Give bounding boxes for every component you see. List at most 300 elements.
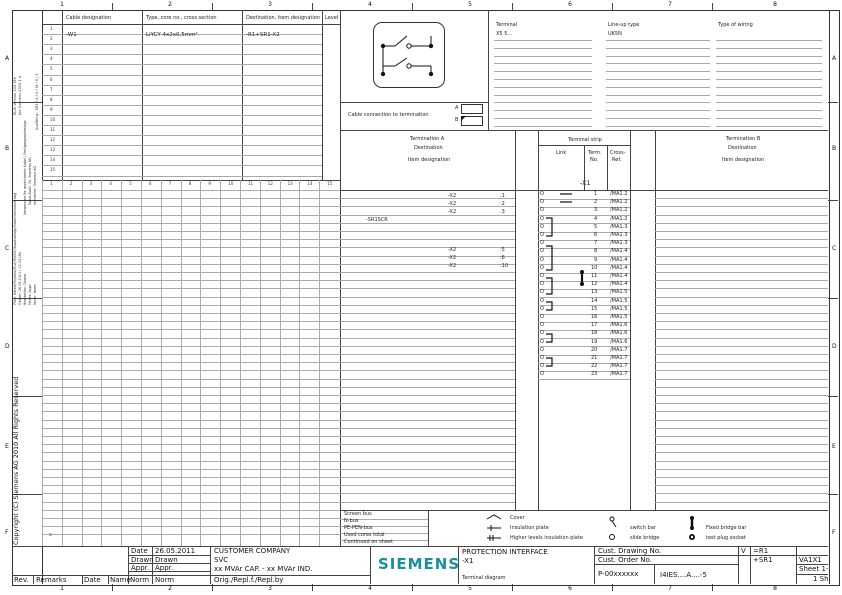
terminal-number: 19 xyxy=(591,338,598,345)
core-number: 9 xyxy=(208,181,211,186)
grid-row xyxy=(42,510,340,511)
row-letter: C xyxy=(832,245,837,252)
terminal-circle: O xyxy=(540,256,544,263)
higher-insulation-icon xyxy=(486,534,502,542)
row-line xyxy=(42,64,322,65)
header-line xyxy=(494,87,592,88)
terminal-label: Terminal xyxy=(496,22,518,28)
grid-row xyxy=(340,354,515,355)
grid-row xyxy=(42,256,340,257)
row-line xyxy=(42,75,322,76)
grid-row xyxy=(340,452,515,453)
header-line xyxy=(606,95,710,96)
grid-row xyxy=(340,346,515,347)
connection-pin: :5 xyxy=(500,247,505,253)
grid-row xyxy=(42,338,340,339)
grid-row xyxy=(42,354,340,355)
row-letter: D xyxy=(832,343,837,350)
side-label-appr: Prüfer: Appr. xyxy=(28,283,32,305)
grid-row xyxy=(655,223,828,224)
terminal-circle: O xyxy=(540,297,544,304)
legend-insulation: Insulation plate xyxy=(510,525,549,531)
terminal-circle: O xyxy=(540,322,544,329)
connection-dest: -X2 xyxy=(448,209,457,215)
connection-dest: -X2 xyxy=(448,247,457,253)
grid-row xyxy=(340,444,515,445)
grid-row xyxy=(42,239,340,240)
terminal-number: 18 xyxy=(591,330,598,337)
terminal-cross-ref: /MA1.7 xyxy=(610,346,628,353)
row-number: 13 xyxy=(50,147,56,153)
row-line xyxy=(42,155,322,156)
project-name: SVC xyxy=(214,556,229,564)
sheet-number: Sheet 1- xyxy=(799,565,829,573)
row-number: 10 xyxy=(50,116,56,122)
insulation-plate-icon xyxy=(486,524,502,532)
project-detail: xx MVAr CAP. - xx MVAr IND. xyxy=(214,565,313,573)
header-line xyxy=(716,71,822,72)
legend-switch-bar: switch bar xyxy=(630,525,656,531)
grid-row xyxy=(340,370,515,371)
connection-pin: :1 xyxy=(500,193,505,199)
sheet-count: 1 Sh. xyxy=(813,575,831,583)
terminal-number: 14 xyxy=(591,297,598,304)
header-line xyxy=(716,40,822,41)
grid-row xyxy=(340,215,515,216)
terminal-cross-ref: /MA1.2 xyxy=(610,207,628,214)
core-number: 12 xyxy=(267,181,273,186)
row-line xyxy=(42,165,322,166)
terminal-number: 16 xyxy=(591,314,598,320)
siemens-logo: SIEMENS xyxy=(378,555,461,573)
doc-number: I4IES....A....-5 xyxy=(660,571,707,579)
col-number: 6 xyxy=(568,1,572,8)
grid-row xyxy=(340,256,515,257)
side-label-date: Datum: 26.05.2011 / 12.04 Uhr xyxy=(18,251,22,305)
terminal-circle: O xyxy=(540,207,544,214)
grid-row xyxy=(42,534,340,535)
date-header: Date xyxy=(84,576,101,584)
core-number: 3 xyxy=(89,181,93,186)
orig-repl: Orig./Repl.f./Repl.by xyxy=(214,576,284,584)
header-line xyxy=(494,40,592,41)
row-line xyxy=(42,180,340,181)
row-c-label: c xyxy=(49,532,52,538)
terminal-number: 22 xyxy=(591,363,598,370)
grid-row xyxy=(42,206,340,207)
grid-row xyxy=(655,321,828,322)
cable-destination-value: -R1+SR1-X2 xyxy=(246,32,280,38)
header-line xyxy=(494,126,592,127)
header-line xyxy=(606,40,710,41)
col-number: 5 xyxy=(468,1,472,8)
drawn-label: Drawn xyxy=(131,556,154,564)
grid-row xyxy=(340,272,515,273)
cable-type-value: LiYCY 4x2x0,5mm² xyxy=(146,32,198,38)
terminal-cross-ref: /MA1.3 xyxy=(610,240,628,247)
grid-row xyxy=(340,362,515,363)
grid-row xyxy=(655,436,828,437)
row-letter: B xyxy=(5,145,10,152)
col-number: 2 xyxy=(168,1,172,8)
col-number: 5 xyxy=(468,585,472,592)
terminal-value: X5 5... xyxy=(496,31,513,37)
header-line xyxy=(606,71,710,72)
terminal-cross-ref: /MA1.6 xyxy=(610,338,628,345)
grid-row xyxy=(340,264,515,265)
termination-a-item: Item designation xyxy=(408,157,451,163)
p-number: P-00xxxxxx xyxy=(598,570,639,578)
terminal-cross-ref: /MA1.4 xyxy=(610,281,628,288)
terminal-cross-ref: /MA1.2 xyxy=(610,215,628,222)
terminal-number: 4 xyxy=(594,215,598,222)
terminal-circle: O xyxy=(540,355,544,361)
core-number: 2 xyxy=(69,181,73,186)
grid-row xyxy=(655,264,828,265)
terminal-cross-ref: /MA1.5 xyxy=(610,289,628,296)
grid-row xyxy=(340,280,515,281)
row-letter: E xyxy=(5,443,9,450)
grid-row xyxy=(42,313,340,314)
norm-header: Norm xyxy=(130,576,150,584)
grid-row xyxy=(655,387,828,388)
drawn-value: Drawn xyxy=(155,556,178,564)
grid-row xyxy=(655,354,828,355)
terminal-cross-ref: /MA1.7 xyxy=(610,355,628,361)
terminal-cross-ref: /MA1.4 xyxy=(610,273,628,279)
row-line xyxy=(42,105,322,106)
grid-row xyxy=(655,280,828,281)
header-line xyxy=(494,110,592,111)
row-line xyxy=(42,135,322,136)
grid-row xyxy=(655,305,828,306)
terminal-strip-title: Terminal strip xyxy=(568,137,602,143)
terminal-circle: O xyxy=(540,281,544,288)
legend-item: Used cores total xyxy=(344,532,385,538)
grid-row xyxy=(340,469,515,470)
header-line xyxy=(716,118,822,119)
grid-row xyxy=(340,502,515,503)
terminal-cross-ref: /MA1.7 xyxy=(610,363,628,370)
switch-contact-icon xyxy=(373,22,443,86)
terminal-circle: O xyxy=(540,338,544,345)
grid-row xyxy=(655,493,828,494)
terminal-cross-ref: /MA1.7 xyxy=(610,371,628,378)
header-line xyxy=(606,63,710,64)
grid-row xyxy=(42,370,340,371)
header-cable-designation: Cable designation xyxy=(66,15,112,21)
terminal-number: 11 xyxy=(591,273,598,279)
row-line xyxy=(42,44,322,45)
row-line xyxy=(42,145,322,146)
lineup-value: UK5N xyxy=(608,31,622,37)
grid-row xyxy=(340,297,515,298)
termination-b-title: Termination B xyxy=(726,136,761,142)
side-label-drawn: Bearbeiter: Drawn xyxy=(23,273,27,305)
connection-pin: :2 xyxy=(500,201,505,207)
row-letter: B xyxy=(832,145,837,152)
legend-cover: Cover xyxy=(510,515,525,521)
terminal-number: 1 xyxy=(594,191,598,197)
terminal-cross-ref: /MA1.4 xyxy=(610,248,628,255)
header-line xyxy=(716,110,822,111)
grid-row xyxy=(655,411,828,412)
legend-slide-bridge: slide bridge xyxy=(630,535,660,541)
copyright-text: Copyright (C) Siemens AG 2010 All Rights Reserved xyxy=(12,376,20,545)
grid-row xyxy=(42,288,340,289)
appr-value: Appr. xyxy=(155,564,174,572)
col-number: 7 xyxy=(668,585,672,592)
terminal-number: 2 xyxy=(594,199,598,206)
grid-row xyxy=(655,452,828,453)
term-label: Term. xyxy=(588,150,602,156)
connection-pin: :3 xyxy=(500,209,505,215)
grid-row xyxy=(655,247,828,248)
row-line xyxy=(42,54,322,55)
legend-higher: Higher levels insulation plate xyxy=(510,535,583,541)
grid-row xyxy=(42,428,340,429)
row-line xyxy=(42,95,322,96)
connection-dest: -X2 xyxy=(448,255,457,261)
grid-row xyxy=(340,420,515,421)
grid-row xyxy=(340,411,515,412)
grid-row xyxy=(340,288,515,289)
cust-drawing-no: Cust. Drawing No. xyxy=(598,547,662,555)
terminal-cross-ref: /MA1.5 xyxy=(610,305,628,312)
row-letter: D xyxy=(5,343,10,350)
col-number: 3 xyxy=(268,1,272,8)
row-number: 14 xyxy=(50,157,56,163)
header-line xyxy=(606,56,710,57)
grid-row xyxy=(340,231,515,232)
date-label: Date xyxy=(131,547,148,555)
grid-row xyxy=(42,379,340,380)
grid-row xyxy=(655,461,828,462)
grid-row xyxy=(655,206,828,207)
grid-row xyxy=(655,485,828,486)
terminal-circle: O xyxy=(540,240,544,247)
grid-row xyxy=(655,444,828,445)
grid-row xyxy=(655,362,828,363)
grid-row xyxy=(340,321,515,322)
name-header: Name xyxy=(110,576,131,584)
grid-row xyxy=(42,280,340,281)
grid-row xyxy=(655,288,828,289)
header-line xyxy=(494,79,592,80)
side-label-path: Pfad: Daten/Projekte/ELA/PAKKS/Hauptanlage/Kabel/Versionierung xyxy=(13,192,17,305)
connection-dest: -X2 xyxy=(448,263,457,269)
grid-row xyxy=(42,477,340,478)
row-number: 8 xyxy=(50,96,53,102)
header-line xyxy=(716,79,822,80)
terminal-number: 12 xyxy=(591,281,598,288)
cover-icon xyxy=(486,514,502,520)
grid-row xyxy=(655,297,828,298)
grid-row xyxy=(655,338,828,339)
terminal-number: 8 xyxy=(594,248,598,255)
row-letter: F xyxy=(832,529,836,536)
date-value: 26.05.2011 xyxy=(155,547,196,555)
location-code: +SR1 xyxy=(753,556,773,564)
core-number: 6 xyxy=(149,181,152,186)
remarks-header: Remarks xyxy=(36,576,67,584)
core-number: 15 xyxy=(327,181,333,186)
grid-row xyxy=(42,321,340,322)
legend-item: PE-PEN-bus xyxy=(344,525,373,531)
side-label-usage: Verwenden für gezeichnete Kabel / Fertigungsunterlage xyxy=(23,120,27,215)
header-line xyxy=(716,56,822,57)
row-number: 3 xyxy=(50,46,53,52)
cable-designation-value: -W1 xyxy=(66,32,77,38)
header-line xyxy=(606,118,710,119)
norm-value: Norm xyxy=(155,576,175,584)
grid-row xyxy=(42,305,340,306)
terminal-cross-ref: /MA1.3 xyxy=(610,232,628,238)
header-line xyxy=(494,102,592,103)
grid-row xyxy=(340,239,515,240)
row-number: 12 xyxy=(50,137,56,143)
row-letter: C xyxy=(5,245,10,252)
grid-row xyxy=(655,256,828,257)
row-letter: A xyxy=(832,55,837,62)
header-line xyxy=(606,87,710,88)
cross-label: Cross- xyxy=(610,150,626,156)
terminal-cross-ref: /MA1.5 xyxy=(610,297,628,304)
terminal-cross-ref: /MA1.4 xyxy=(610,264,628,271)
header-level: Level xyxy=(325,15,339,21)
header-line xyxy=(494,48,592,49)
row-line xyxy=(42,125,322,126)
row-line xyxy=(42,176,322,177)
slide-bridge-icon xyxy=(608,533,618,541)
row-number: 15 xyxy=(50,167,56,173)
header-line xyxy=(606,48,710,49)
terminal-circle: O xyxy=(540,191,544,197)
grid-row xyxy=(340,403,515,404)
terminal-circle: O xyxy=(540,215,544,222)
grid-row xyxy=(42,215,340,216)
terminal-circle: O xyxy=(540,248,544,255)
grid-row xyxy=(42,436,340,437)
termination-a-destination: Destination xyxy=(414,145,443,151)
link-label: Link xyxy=(556,150,567,156)
terminal-cross-ref: /MA1.6 xyxy=(610,322,628,329)
terminal-circle: O xyxy=(540,371,544,378)
lineup-label: Line-up type xyxy=(608,22,640,28)
terminal-cross-ref: /MA1.2 xyxy=(610,191,628,197)
grid-row xyxy=(655,403,828,404)
header-destination: Destination, item designation xyxy=(246,15,320,21)
grid-row xyxy=(42,247,340,248)
terminal-circle: O xyxy=(540,305,544,312)
header-line xyxy=(716,87,822,88)
terminal-number: 13 xyxy=(591,289,598,296)
terminal-circle: O xyxy=(540,314,544,320)
connection-a-box xyxy=(461,104,483,114)
header-line xyxy=(494,63,592,64)
col-number: 1 xyxy=(60,1,64,8)
header-line xyxy=(494,118,592,119)
terminal-circle: O xyxy=(540,289,544,296)
terminal-number: 10 xyxy=(591,264,598,271)
termination-b-item: Item designation xyxy=(722,157,765,163)
side-label-execution: Ausführg.: SR1 / X / A / M / X / 1 xyxy=(35,73,39,130)
terminal-number: 7 xyxy=(594,240,598,247)
grid-row xyxy=(340,206,515,207)
grid-row xyxy=(340,313,515,314)
side-label-job: Job Siemens 2010.1 A xyxy=(18,75,22,115)
doc-subtitle: -X1 xyxy=(462,557,474,565)
no-label: No. xyxy=(590,157,599,163)
grid-row xyxy=(42,223,340,224)
core-number: 14 xyxy=(307,181,313,186)
terminal-number: 9 xyxy=(594,256,598,263)
legend-item: Screen bus xyxy=(344,511,372,517)
col-number: 3 xyxy=(268,585,272,592)
side-label-maker: Hersteller: Siemens AG xyxy=(33,165,37,205)
grid-row xyxy=(655,420,828,421)
col-number: 7 xyxy=(668,1,672,8)
grid-row xyxy=(340,387,515,388)
rev-header: Rev. xyxy=(14,576,29,584)
grid-row xyxy=(42,444,340,445)
side-label-norm: Norm: Norm xyxy=(33,284,37,305)
grid-row xyxy=(340,485,515,486)
row-number: 2 xyxy=(50,36,53,42)
grid-row xyxy=(655,272,828,273)
row-letter: A xyxy=(5,55,10,62)
row-number: 7 xyxy=(50,86,53,92)
grid-row xyxy=(340,461,515,462)
grid-row xyxy=(340,329,515,330)
grid-row xyxy=(340,493,515,494)
legend-test-plug: test plug socket xyxy=(706,535,746,541)
grid-row xyxy=(340,198,515,199)
grid-row xyxy=(340,379,515,380)
row-number: 5 xyxy=(50,66,53,72)
col-number: 4 xyxy=(368,1,372,8)
link-bridges xyxy=(538,190,630,380)
header-line xyxy=(494,56,592,57)
row-line xyxy=(42,115,322,116)
terminal-circle: O xyxy=(540,264,544,271)
legend-fixed-bridge: Fixed bridge bar xyxy=(706,525,747,531)
header-line xyxy=(606,102,710,103)
terminal-circle: O xyxy=(540,346,544,353)
terminal-circle: O xyxy=(540,363,544,370)
grid-row xyxy=(340,247,515,248)
header-line xyxy=(716,48,822,49)
row-number: 6 xyxy=(50,76,53,82)
row-number: 9 xyxy=(50,106,53,112)
grid-row xyxy=(655,395,828,396)
switch-bar-icon xyxy=(608,516,618,528)
strip-name: -X1 xyxy=(580,179,591,187)
grid-row xyxy=(42,297,340,298)
core-number: 5 xyxy=(129,181,132,186)
legend-item: N-bus xyxy=(344,518,359,524)
ref-label: Ref. xyxy=(612,157,622,163)
grid-row xyxy=(42,403,340,404)
grid-row xyxy=(655,329,828,330)
grid-row xyxy=(42,329,340,330)
terminal-cross-ref: /MA1.5 xyxy=(610,314,628,320)
termination-b-destination: Destination xyxy=(728,145,757,151)
grid-row xyxy=(655,346,828,347)
terminal-number: 15 xyxy=(591,305,598,312)
grid-row xyxy=(655,231,828,232)
grid-row xyxy=(42,526,340,527)
